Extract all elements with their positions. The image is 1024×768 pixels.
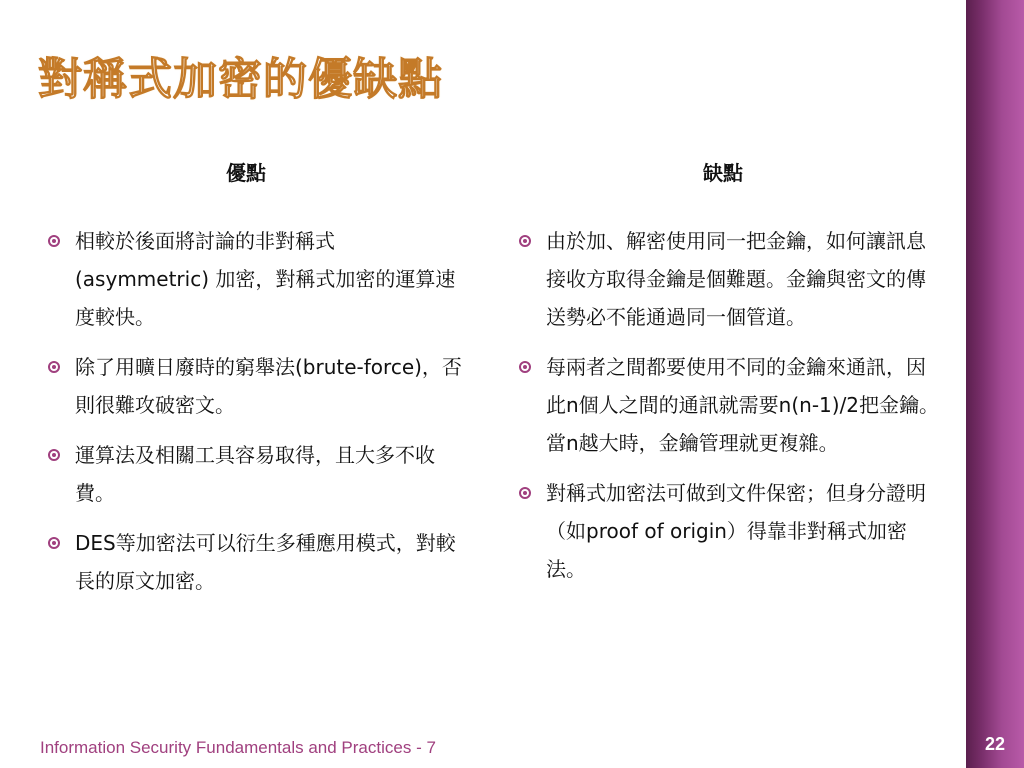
disadvantage-item	[515, 474, 940, 588]
advantages-list	[44, 222, 464, 612]
advantage-item	[44, 348, 464, 424]
disadvantage-text: 對稱式加密法可做到文件保密；但身分證明（如proof of origin）得靠非對稱式加密法。	[546, 481, 926, 581]
advantage-text: 運算法及相關工具容易取得，且大多不收費。	[75, 443, 435, 505]
advantage-text: 相較於後面將討論的非對稱式(asymmetric) 加密，對稱式加密的運算速度較快。	[75, 229, 456, 329]
bullet-icon	[48, 537, 60, 549]
advantage-item	[44, 222, 464, 336]
advantage-item	[44, 436, 464, 512]
disadvantage-item	[515, 348, 940, 462]
disadvantage-text: 由於加、解密使用同一把金鑰，如何讓訊息接收方取得金鑰是個難題。金鑰與密文的傳送勢必不能通過同一個管道。	[546, 229, 926, 329]
disadvantage-item	[515, 222, 940, 336]
advantage-text: DES等加密法可以衍生多種應用模式，對較長的原文加密。	[75, 531, 456, 593]
advantages-heading: 優點	[226, 161, 266, 185]
disadvantages-list	[515, 222, 940, 600]
disadvantage-text: 每兩者之間都要使用不同的金鑰來通訊，因此n個人之間的通訊就需要n(n-1)/2把金鑰。當n越大時，金鑰管理就更複雜。	[546, 355, 940, 455]
bullet-icon	[519, 361, 531, 373]
page-number: 22	[984, 734, 1006, 754]
side-decoration-bar	[966, 0, 1024, 768]
advantage-item	[44, 524, 464, 600]
bullet-icon	[48, 235, 60, 247]
bullet-icon	[48, 449, 60, 461]
advantage-text: 除了用曠日廢時的窮舉法(brute-force)，否則很難攻破密文。	[75, 355, 462, 417]
bullet-icon	[519, 487, 531, 499]
bullet-icon	[48, 361, 60, 373]
footer-course-title: Information Security Fundamentals and Practices - 7	[40, 738, 436, 757]
bullet-icon	[519, 235, 531, 247]
slide-title: 對稱式加密的優缺點	[38, 54, 443, 105]
disadvantages-heading: 缺點	[703, 161, 743, 185]
